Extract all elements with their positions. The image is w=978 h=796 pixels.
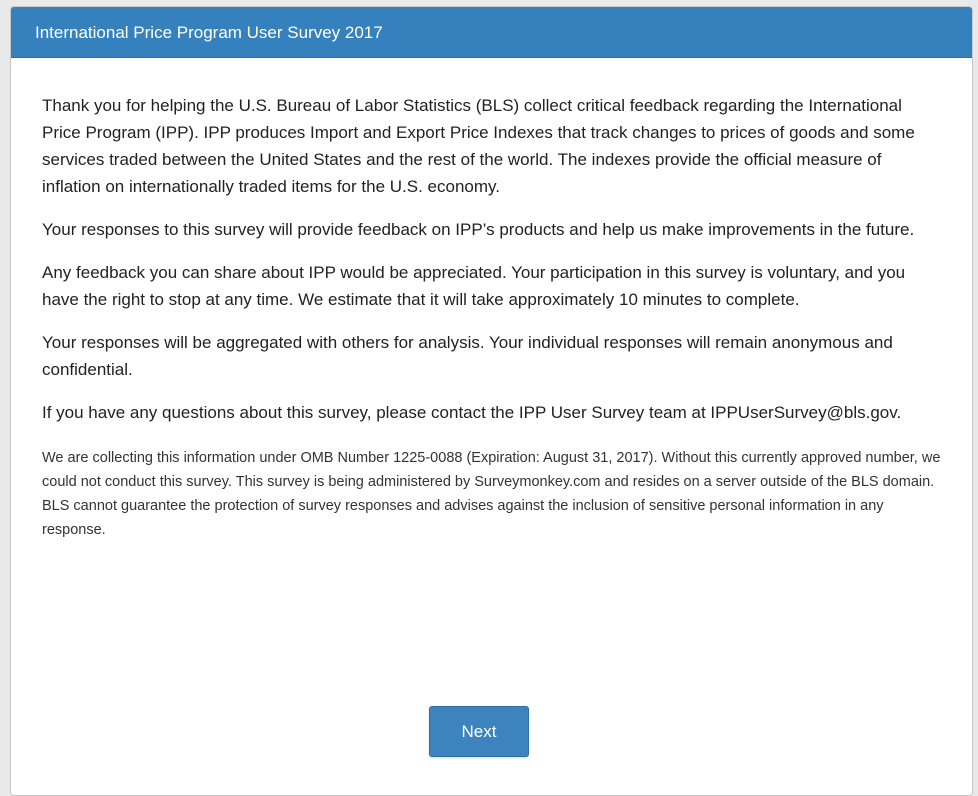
intro-paragraph: Thank you for helping the U.S. Bureau of Labor Statistics (BLS) collect critical feedback regarding the International Price Program (IPP). IPP produces Import and Export Price Indexes that track changes to prices of goods and some services traded between the United States and the rest of the world. The indexes provide the official measure of inflation on internationally traded items for the U.S. economy. [42, 96, 915, 196]
feedback-paragraph: Your responses to this survey will provide feedback on IPP’s products and help us make improvements in the future. [42, 220, 915, 239]
survey-intro [11, 58, 972, 542]
participation-paragraph: Any feedback you can share about IPP would be appreciated. Your participation in this survey is voluntary, and you have the right to stop at any time. We estimate that it will take approximately 10 minutes to complete. [42, 263, 906, 309]
survey-panel [10, 6, 973, 796]
contact-paragraph: If you have any questions about this survey, please contact the IPP User Survey team at IPPUserSurvey@bls.gov. [42, 403, 902, 422]
confidentiality-paragraph: Your responses will be aggregated with others for analysis. Your individual responses will remain anonymous and confidential. [42, 333, 893, 379]
next-button[interactable]: Next [429, 706, 529, 757]
omb-disclaimer: We are collecting this information under OMB Number 1225-0088 (Expiration: August 31, 2017). Without this currently approved number, we could not conduct this survey. This survey is being administered by Surveymonkey.com and resides on a server outside of the BLS domain. BLS cannot guarantee the protection of survey responses and advises against the inclusion of sensitive personal information in any response. [42, 450, 941, 538]
survey-title: International Price Program User Survey 2017 [11, 7, 972, 58]
